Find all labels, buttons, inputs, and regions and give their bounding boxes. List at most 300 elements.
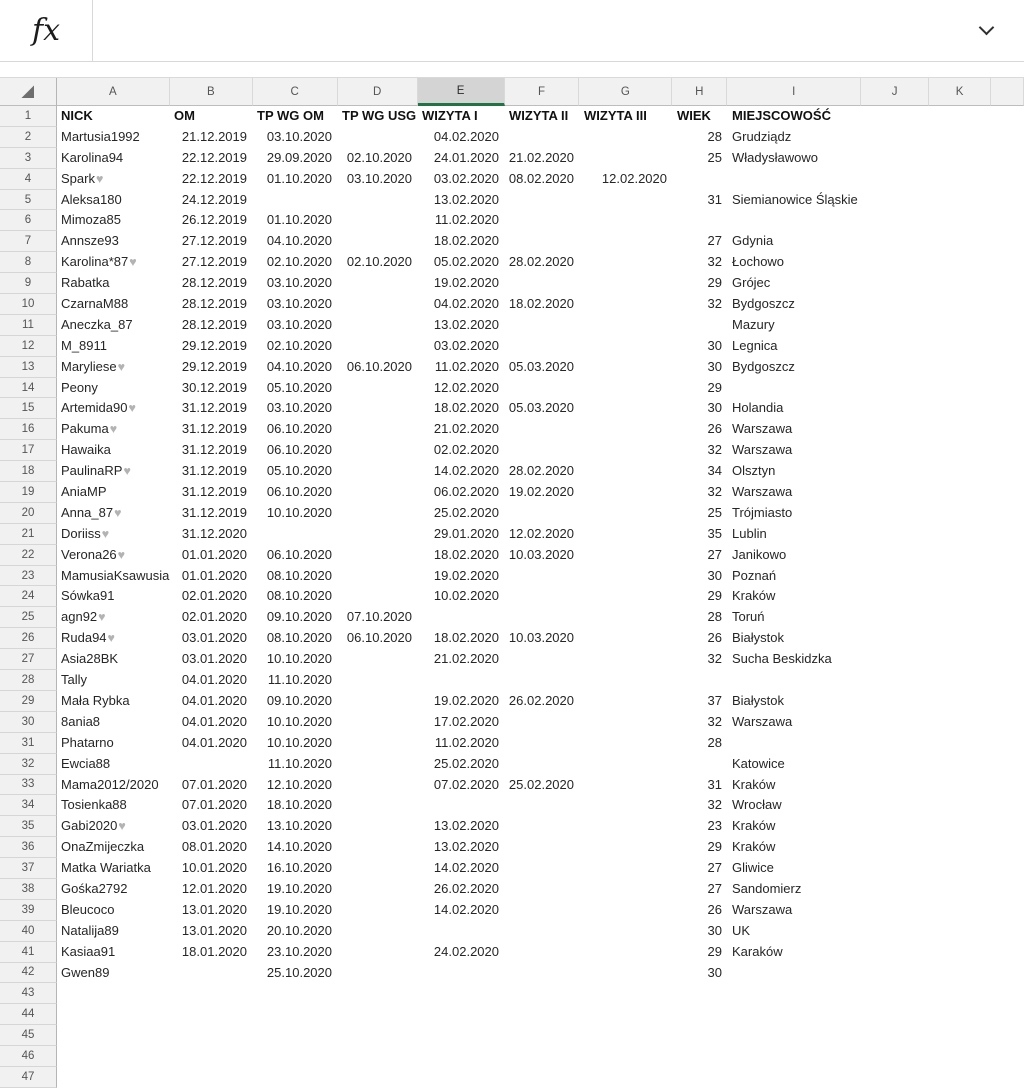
cell-H22[interactable]: 27 (707, 546, 722, 562)
cell-G5[interactable] (580, 190, 673, 211)
cell-G22[interactable] (580, 545, 673, 566)
cell-F6[interactable] (505, 210, 580, 231)
cell-B8[interactable]: 27.12.2019 (181, 254, 247, 270)
cell-B5[interactable]: 24.12.2019 (181, 191, 247, 207)
row-header-13[interactable]: 13 (0, 357, 57, 378)
cell-C16[interactable]: 06.10.2020 (266, 421, 332, 437)
cell-H38[interactable]: 27 (707, 880, 722, 896)
row-header-4[interactable]: 4 (0, 169, 57, 190)
cell-B34[interactable]: 07.01.2020 (181, 797, 247, 813)
cell-A17[interactable]: Hawaika (61, 442, 111, 458)
cell-D19[interactable] (338, 482, 418, 503)
cell-I16[interactable]: Warszawa (732, 421, 793, 437)
cell-E40[interactable] (418, 921, 505, 942)
cell-G13[interactable] (580, 357, 673, 378)
cell-H13[interactable]: 30 (707, 358, 722, 374)
cell-E4[interactable]: 03.02.2020 (433, 170, 499, 186)
cell-G15[interactable] (580, 398, 673, 419)
cell-D24[interactable] (338, 586, 418, 607)
row-header-31[interactable]: 31 (0, 733, 57, 754)
cell-B40[interactable]: 13.01.2020 (181, 922, 247, 938)
cell-D20[interactable] (338, 503, 418, 524)
cell-B4[interactable]: 22.12.2019 (181, 170, 247, 186)
row-header-26[interactable]: 26 (0, 628, 57, 649)
cell-F13[interactable]: 05.03.2020 (508, 358, 574, 374)
cell-B31[interactable]: 04.01.2020 (181, 734, 247, 750)
cell-E21[interactable]: 29.01.2020 (433, 525, 499, 541)
cell-B39[interactable]: 13.01.2020 (181, 901, 247, 917)
cell-F28[interactable] (505, 670, 580, 691)
column-header-C[interactable]: C (253, 78, 338, 106)
cell-H1[interactable]: WIEK (677, 108, 711, 123)
column-header-H[interactable]: H (672, 78, 727, 106)
cell-E41[interactable]: 24.02.2020 (433, 943, 499, 959)
cell-E13[interactable]: 11.02.2020 (434, 358, 499, 374)
cell-G37[interactable] (580, 858, 673, 879)
cell-E5[interactable]: 13.02.2020 (433, 191, 499, 207)
cell-D25[interactable]: 07.10.2020 (346, 609, 412, 625)
row-header-34[interactable]: 34 (0, 795, 57, 816)
cell-F14[interactable] (505, 378, 580, 399)
cell-I42[interactable] (728, 963, 862, 984)
cell-E7[interactable]: 18.02.2020 (433, 233, 499, 249)
cell-C3[interactable]: 29.09.2020 (266, 149, 332, 165)
cell-I8[interactable]: Łochowo (732, 254, 785, 270)
cell-F18[interactable]: 28.02.2020 (508, 463, 574, 479)
cell-F24[interactable] (505, 586, 580, 607)
cell-I41[interactable]: Karaków (732, 943, 783, 959)
column-header-J[interactable]: J (861, 78, 929, 106)
cell-A9[interactable]: Rabatka (61, 275, 110, 291)
cell-I24[interactable]: Kraków (732, 588, 776, 604)
cell-F9[interactable] (505, 273, 580, 294)
cell-B13[interactable]: 29.12.2019 (181, 358, 247, 374)
cell-G31[interactable] (580, 733, 673, 754)
cell-G42[interactable] (580, 963, 673, 984)
cell-A15[interactable] (57, 398, 170, 419)
cell-F19[interactable]: 19.02.2020 (508, 484, 574, 500)
cell-I32[interactable]: Katowice (732, 755, 785, 771)
cell-I4[interactable] (728, 169, 862, 190)
cell-E11[interactable]: 13.02.2020 (433, 316, 499, 332)
column-header-G[interactable]: G (579, 78, 672, 106)
cell-B7[interactable]: 27.12.2019 (181, 233, 247, 249)
column-header-partial[interactable] (991, 78, 1024, 106)
column-header-A[interactable]: A (57, 78, 170, 106)
cell-D4[interactable]: 03.10.2020 (346, 170, 412, 186)
cell-D12[interactable] (338, 336, 418, 357)
cell-G28[interactable] (580, 670, 673, 691)
cell-A31[interactable]: Phatarno (61, 734, 114, 750)
cell-B11[interactable]: 28.12.2019 (181, 316, 247, 332)
cell-H26[interactable]: 26 (707, 630, 722, 646)
row-header-7[interactable]: 7 (0, 231, 57, 252)
cell-A10[interactable]: CzarnaM88 (61, 296, 129, 312)
cell-G25[interactable] (580, 607, 673, 628)
cell-H15[interactable]: 30 (707, 400, 722, 416)
cell-I39[interactable]: Warszawa (732, 901, 793, 917)
cell-C32[interactable]: 11.10.2020 (267, 755, 332, 771)
cell-D40[interactable] (338, 921, 418, 942)
cell-E32[interactable]: 25.02.2020 (433, 755, 499, 771)
cell-E39[interactable]: 14.02.2020 (433, 901, 499, 917)
cell-G2[interactable] (580, 127, 673, 148)
cell-E30[interactable]: 17.02.2020 (433, 713, 499, 729)
row-header-45[interactable]: 45 (0, 1025, 57, 1046)
cell-H39[interactable]: 26 (707, 901, 722, 917)
cell-C21[interactable] (253, 524, 338, 545)
cell-H29[interactable]: 37 (707, 692, 722, 708)
cell-C26[interactable]: 08.10.2020 (266, 630, 332, 646)
cell-B27[interactable]: 03.01.2020 (181, 651, 247, 667)
cell-G7[interactable] (580, 231, 673, 252)
row-header-2[interactable]: 2 (0, 127, 57, 148)
cell-C38[interactable]: 19.10.2020 (266, 880, 332, 896)
cell-D42[interactable] (338, 963, 418, 984)
cell-B24[interactable]: 02.01.2020 (181, 588, 247, 604)
cell-D3[interactable]: 02.10.2020 (346, 149, 412, 165)
cell-B30[interactable]: 04.01.2020 (181, 713, 247, 729)
cell-B38[interactable]: 12.01.2020 (181, 880, 247, 896)
cell-F22[interactable]: 10.03.2020 (508, 546, 574, 562)
row-header-6[interactable]: 6 (0, 210, 57, 231)
cell-F35[interactable] (505, 816, 580, 837)
cell-C42[interactable]: 25.10.2020 (266, 964, 332, 980)
cell-G17[interactable] (580, 440, 673, 461)
cell-A34[interactable]: Tosienka88 (61, 797, 127, 813)
cell-F23[interactable] (505, 566, 580, 587)
cell-B18[interactable]: 31.12.2019 (181, 463, 247, 479)
cell-H20[interactable]: 25 (707, 504, 722, 520)
cell-C14[interactable]: 05.10.2020 (266, 379, 332, 395)
cell-A37[interactable]: Matka Wariatka (61, 860, 151, 876)
cell-E2[interactable]: 04.02.2020 (433, 128, 499, 144)
row-header-25[interactable]: 25 (0, 607, 57, 628)
cell-A27[interactable]: Asia28BK (61, 651, 119, 667)
cell-B21[interactable]: 31.12.2020 (181, 525, 247, 541)
cell-H40[interactable]: 30 (707, 922, 722, 938)
cell-C40[interactable]: 20.10.2020 (266, 922, 332, 938)
cell-H4[interactable] (673, 169, 728, 190)
cell-C39[interactable]: 19.10.2020 (266, 901, 332, 917)
row-header-32[interactable]: 32 (0, 754, 57, 775)
cell-F27[interactable] (505, 649, 580, 670)
cell-H24[interactable]: 29 (707, 588, 722, 604)
cell-C31[interactable]: 10.10.2020 (266, 734, 332, 750)
cell-A25[interactable] (57, 607, 170, 628)
cell-H8[interactable]: 32 (707, 254, 722, 270)
cell-F11[interactable] (505, 315, 580, 336)
cell-E24[interactable]: 10.02.2020 (433, 588, 499, 604)
row-header-12[interactable]: 12 (0, 336, 57, 357)
row-header-22[interactable]: 22 (0, 545, 57, 566)
cell-C5[interactable] (253, 190, 338, 211)
cell-F21[interactable]: 12.02.2020 (508, 525, 574, 541)
cell-I1[interactable]: MIEJSCOWOŚĆ (732, 108, 831, 123)
cell-G30[interactable] (580, 712, 673, 733)
cell-G36[interactable] (580, 837, 673, 858)
cell-I21[interactable]: Lublin (732, 525, 767, 541)
cell-B33[interactable]: 07.01.2020 (181, 776, 247, 792)
cell-C23[interactable]: 08.10.2020 (266, 567, 332, 583)
cell-E14[interactable]: 12.02.2020 (433, 379, 499, 395)
cell-D8[interactable]: 02.10.2020 (346, 254, 412, 270)
cell-D35[interactable] (338, 816, 418, 837)
cell-B9[interactable]: 28.12.2019 (181, 275, 247, 291)
cell-I35[interactable]: Kraków (732, 818, 776, 834)
cell-C35[interactable]: 13.10.2020 (266, 818, 332, 834)
cell-B35[interactable]: 03.01.2020 (181, 818, 247, 834)
cell-A16[interactable] (57, 419, 170, 440)
cell-G3[interactable] (580, 148, 673, 169)
cell-C37[interactable]: 16.10.2020 (266, 860, 332, 876)
cell-D9[interactable] (338, 273, 418, 294)
cell-H28[interactable] (673, 670, 728, 691)
row-header-38[interactable]: 38 (0, 879, 57, 900)
cell-H19[interactable]: 32 (707, 484, 722, 500)
row-header-17[interactable]: 17 (0, 440, 57, 461)
cell-D5[interactable] (338, 190, 418, 211)
row-header-44[interactable]: 44 (0, 1004, 57, 1025)
cell-A3[interactable]: Karolina94 (61, 149, 124, 165)
cell-F41[interactable] (505, 942, 580, 963)
cell-G18[interactable] (580, 461, 673, 482)
cell-C4[interactable]: 01.10.2020 (266, 170, 332, 186)
cell-E19[interactable]: 06.02.2020 (433, 484, 499, 500)
row-header-11[interactable]: 11 (0, 315, 57, 336)
row-header-5[interactable]: 5 (0, 190, 57, 211)
cell-D38[interactable] (338, 879, 418, 900)
cell-D2[interactable] (338, 127, 418, 148)
cell-F32[interactable] (505, 754, 580, 775)
cell-B14[interactable]: 30.12.2019 (181, 379, 247, 395)
cell-H16[interactable]: 26 (707, 421, 722, 437)
cell-H11[interactable] (673, 315, 728, 336)
cell-C29[interactable]: 09.10.2020 (266, 692, 332, 708)
cell-H37[interactable]: 27 (707, 860, 722, 876)
cell-G26[interactable] (580, 628, 673, 649)
cell-A14[interactable]: Peony (61, 379, 98, 395)
column-header-E[interactable]: E (418, 78, 505, 106)
cell-A33[interactable]: Mama2012/2020 (61, 776, 159, 792)
cell-D33[interactable] (338, 775, 418, 796)
row-header-1[interactable]: 1 (0, 106, 57, 127)
cell-I19[interactable]: Warszawa (732, 484, 793, 500)
cell-D36[interactable] (338, 837, 418, 858)
cell-G14[interactable] (580, 378, 673, 399)
cell-H2[interactable]: 28 (707, 128, 722, 144)
row-header-23[interactable]: 23 (0, 566, 57, 587)
row-header-21[interactable]: 21 (0, 524, 57, 545)
cell-C2[interactable]: 03.10.2020 (266, 128, 332, 144)
cell-I37[interactable]: Gliwice (732, 860, 774, 876)
cell-A29[interactable]: Mała Rybka (61, 692, 130, 708)
cell-H5[interactable]: 31 (707, 191, 722, 207)
cell-E33[interactable]: 07.02.2020 (433, 776, 499, 792)
cell-H36[interactable]: 29 (707, 839, 722, 855)
cell-G9[interactable] (580, 273, 673, 294)
cell-H27[interactable]: 32 (707, 651, 722, 667)
cell-D27[interactable] (338, 649, 418, 670)
cell-G29[interactable] (580, 691, 673, 712)
row-header-8[interactable]: 8 (0, 252, 57, 273)
cell-F30[interactable] (505, 712, 580, 733)
cell-F37[interactable] (505, 858, 580, 879)
cell-I11[interactable]: Mazury (732, 316, 775, 332)
cell-I14[interactable] (728, 378, 862, 399)
row-header-29[interactable]: 29 (0, 691, 57, 712)
cell-I33[interactable]: Kraków (732, 776, 776, 792)
cell-I17[interactable]: Warszawa (732, 442, 793, 458)
cell-F4[interactable]: 08.02.2020 (508, 170, 574, 186)
cell-G32[interactable] (580, 754, 673, 775)
cell-G27[interactable] (580, 649, 673, 670)
cell-F3[interactable]: 21.02.2020 (508, 149, 574, 165)
cell-C41[interactable]: 23.10.2020 (266, 943, 332, 959)
cell-F34[interactable] (505, 795, 580, 816)
cell-E35[interactable]: 13.02.2020 (433, 818, 499, 834)
cell-B10[interactable]: 28.12.2019 (181, 296, 247, 312)
cell-B37[interactable]: 10.01.2020 (181, 860, 247, 876)
cell-A1[interactable]: NICK (61, 108, 93, 123)
cell-F10[interactable]: 18.02.2020 (508, 296, 574, 312)
cell-E20[interactable]: 25.02.2020 (433, 504, 499, 520)
cell-B42[interactable] (170, 963, 253, 984)
cell-I3[interactable]: Władysławowo (732, 149, 818, 165)
cell-D29[interactable] (338, 691, 418, 712)
cell-I2[interactable]: Grudziądz (732, 128, 792, 144)
cell-F36[interactable] (505, 837, 580, 858)
cell-A11[interactable]: Aneczka_87 (61, 316, 133, 332)
cell-I34[interactable]: Wrocław (732, 797, 782, 813)
cell-A26[interactable] (57, 628, 170, 649)
cell-H3[interactable]: 25 (707, 149, 722, 165)
cell-G12[interactable] (580, 336, 673, 357)
cell-D14[interactable] (338, 378, 418, 399)
cell-C18[interactable]: 05.10.2020 (266, 463, 332, 479)
cell-A20[interactable] (57, 503, 170, 524)
cell-A39[interactable]: Bleucoco (61, 901, 115, 917)
cell-B29[interactable]: 04.01.2020 (181, 692, 247, 708)
cell-G8[interactable] (580, 252, 673, 273)
row-header-39[interactable]: 39 (0, 900, 57, 921)
select-all-button[interactable] (0, 78, 57, 106)
cell-G1[interactable]: WIZYTA III (584, 108, 647, 123)
cell-D10[interactable] (338, 294, 418, 315)
cell-H12[interactable]: 30 (707, 337, 722, 353)
cell-B17[interactable]: 31.12.2019 (181, 442, 247, 458)
cell-G39[interactable] (580, 900, 673, 921)
cell-E18[interactable]: 14.02.2020 (433, 463, 499, 479)
cell-F38[interactable] (505, 879, 580, 900)
cell-G16[interactable] (580, 419, 673, 440)
cell-B20[interactable]: 31.12.2019 (181, 504, 247, 520)
cell-C19[interactable]: 06.10.2020 (266, 484, 332, 500)
column-header-K[interactable]: K (929, 78, 991, 106)
cell-A6[interactable]: Mimoza85 (61, 212, 121, 228)
cell-D37[interactable] (338, 858, 418, 879)
row-header-47[interactable]: 47 (0, 1067, 57, 1088)
cell-G21[interactable] (580, 524, 673, 545)
cell-A22[interactable] (57, 545, 170, 566)
cell-C25[interactable]: 09.10.2020 (266, 609, 332, 625)
cell-I40[interactable]: UK (732, 922, 751, 938)
cell-C20[interactable]: 10.10.2020 (266, 504, 332, 520)
cell-A35[interactable] (57, 816, 170, 837)
cell-C12[interactable]: 02.10.2020 (266, 337, 332, 353)
cell-G4[interactable]: 12.02.2020 (601, 170, 667, 186)
cell-E38[interactable]: 26.02.2020 (433, 880, 499, 896)
cell-G6[interactable] (580, 210, 673, 231)
row-header-36[interactable]: 36 (0, 837, 57, 858)
cell-B22[interactable]: 01.01.2020 (181, 546, 247, 562)
cell-A32[interactable]: Ewcia88 (61, 755, 111, 771)
row-header-10[interactable]: 10 (0, 294, 57, 315)
cell-A12[interactable]: M_8911 (61, 337, 108, 353)
cell-I31[interactable] (728, 733, 862, 754)
cell-B12[interactable]: 29.12.2019 (181, 337, 247, 353)
cell-G23[interactable] (580, 566, 673, 587)
cell-I15[interactable]: Holandia (732, 400, 784, 416)
cell-H18[interactable]: 34 (707, 463, 722, 479)
cell-F33[interactable]: 25.02.2020 (508, 776, 574, 792)
cell-C8[interactable]: 02.10.2020 (266, 254, 332, 270)
cell-E27[interactable]: 21.02.2020 (433, 651, 499, 667)
cell-F31[interactable] (505, 733, 580, 754)
cell-A5[interactable]: Aleksa180 (61, 191, 122, 207)
cell-I12[interactable]: Legnica (732, 337, 778, 353)
cell-A38[interactable]: Gośka2792 (61, 880, 128, 896)
cell-I25[interactable]: Toruń (732, 609, 765, 625)
cell-A8[interactable] (57, 252, 170, 273)
cell-F20[interactable] (505, 503, 580, 524)
row-header-35[interactable]: 35 (0, 816, 57, 837)
cell-I28[interactable] (728, 670, 862, 691)
cell-I27[interactable]: Sucha Beskidzka (732, 651, 832, 667)
cell-H10[interactable]: 32 (707, 296, 722, 312)
cell-I29[interactable]: Białystok (732, 692, 785, 708)
cell-G19[interactable] (580, 482, 673, 503)
cell-C13[interactable]: 04.10.2020 (266, 358, 332, 374)
row-header-41[interactable]: 41 (0, 942, 57, 963)
cell-I26[interactable]: Białystok (732, 630, 785, 646)
cell-G34[interactable] (580, 795, 673, 816)
cell-F40[interactable] (505, 921, 580, 942)
cell-E1[interactable]: WIZYTA I (422, 108, 478, 123)
cell-B16[interactable]: 31.12.2019 (181, 421, 247, 437)
cell-E22[interactable]: 18.02.2020 (433, 546, 499, 562)
cell-E9[interactable]: 19.02.2020 (433, 275, 499, 291)
cell-F2[interactable] (505, 127, 580, 148)
cell-D30[interactable] (338, 712, 418, 733)
row-header-28[interactable]: 28 (0, 670, 57, 691)
cell-I13[interactable]: Bydgoszcz (732, 358, 795, 374)
cell-E8[interactable]: 05.02.2020 (433, 254, 499, 270)
column-header-I[interactable]: I (727, 78, 861, 106)
row-header-14[interactable]: 14 (0, 378, 57, 399)
cell-E6[interactable]: 11.02.2020 (434, 212, 499, 228)
cell-C24[interactable]: 08.10.2020 (266, 588, 332, 604)
cell-B32[interactable] (170, 754, 253, 775)
cell-F5[interactable] (505, 190, 580, 211)
cell-D18[interactable] (338, 461, 418, 482)
cell-I38[interactable]: Sandomierz (732, 880, 802, 896)
cell-C9[interactable]: 03.10.2020 (266, 275, 332, 291)
cell-E23[interactable]: 19.02.2020 (433, 567, 499, 583)
cell-B2[interactable]: 21.12.2019 (181, 128, 247, 144)
cell-F26[interactable]: 10.03.2020 (508, 630, 574, 646)
row-header-24[interactable]: 24 (0, 586, 57, 607)
